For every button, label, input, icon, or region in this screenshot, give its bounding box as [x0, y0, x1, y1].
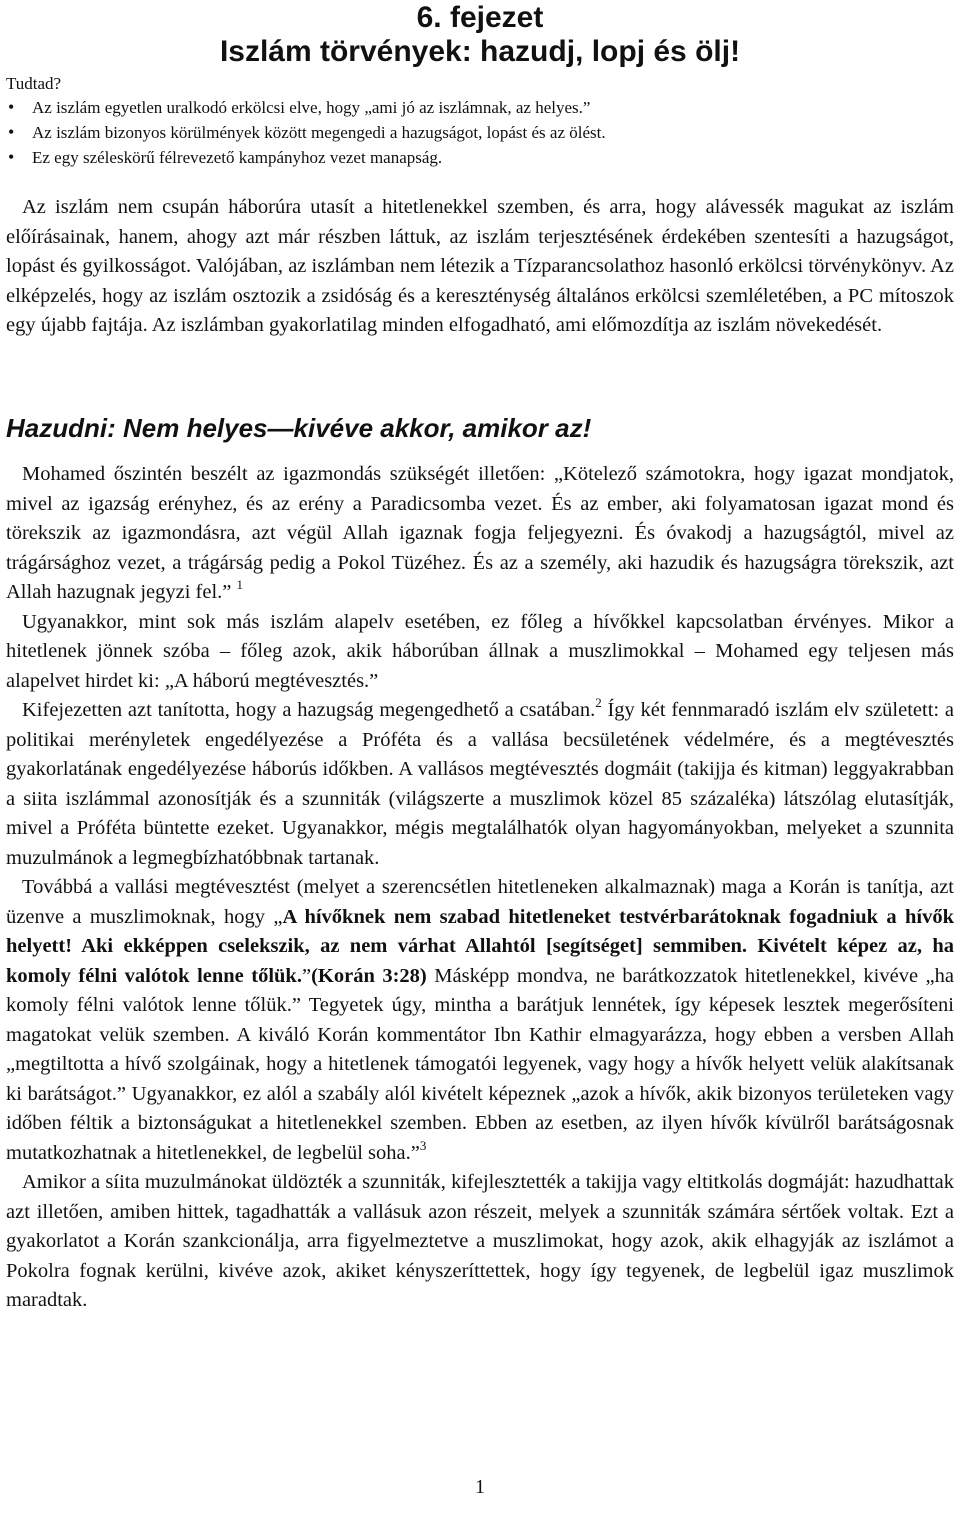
footnote-ref: 1	[236, 577, 244, 592]
quran-reference: (Korán 3:28)	[311, 964, 427, 987]
paragraph-text: Így két fennmaradó iszlám elv született: a politikai merényletek engedélyezése a Próféta és a vallása becsületének védelmére, és a megtévesztés gyakorlatának engedélyezése háborús időkben. A vallásos megtévesztés dogmáit (takijja és kitman) leggyakrabban a siita iszlámmal azonosítják és a szunniták (világszerte a muszlimok közel 85 százaléka) látszólag elutasítják, mivel a Próféta büntette ezeket. Ugyanakkor, mégis megtalálhatók olyan hagyományokban, melyeket a szunnita muzulmánok a legmegbízhatóbbnak tartanak.	[6, 699, 954, 869]
list-item: • Az iszlám egyetlen uralkodó erkölcsi elve, hogy „ami jó az iszlámnak, az helyes.”	[6, 95, 606, 120]
paragraph-text: Továbbá a vallási megtévesztést (melyet a szerencsétlen hitetleneken alkalmaznak) maga a Korán is tanítja, azt üzenve a muszlimoknak, hogy „	[6, 876, 954, 928]
chapter-title	[0, 1, 960, 69]
did-you-know-label: Tudtad?	[6, 74, 62, 93]
footnote-ref: 3	[419, 1137, 427, 1153]
did-you-know-list	[6, 95, 606, 170]
paragraph	[6, 460, 954, 608]
section-heading: Hazudni: Nem helyes—kivéve akkor, amikor az!	[6, 413, 592, 443]
paragraph-text: Másképp mondva, ne barátkozzatok hitetlenekkel, kivéve „ha komoly félni valótok lenne tőlük.” Tegyetek úgy, mintha a barátjuk lennétek, így képesek lesztek megerősíteni magatokat velük szemben. A kiváló Korán kommentátor Ibn Kathir elmagyarázza, hogy ebben a versben Allah „megtiltotta a hívő szolgáinak, hogy a hitetlenek támogatói legyenek, vagy hogy a hívők helyett velük alakítsanak ki barátságot.” Ugyanakkor, ez alól a szabály alól kivételt képeznek „azok a hívők, akik bizonyos területeken vagy időben féltik a biztonságukat a hitetlenekkel szemben. Ebben az esetben, az ilyen hívők kívülről barátságosnak mutatkozhatnak a hitetlenekkel, de legbelül soha.”	[6, 964, 954, 1164]
footnote-ref: 2	[595, 695, 602, 710]
chapter-number: 6. fejezet	[416, 1, 544, 34]
paragraph: Ugyanakkor, mint sok más iszlám alapelv esetében, ez főleg a hívőkkel kapcsolatban érvényes. Mikor a hitetlenek jönnek szóba – főleg azok, akik háborúban állnak a muszlimokkal – Mohamed egy teljesen más alapelvet hirdet ki: „A háború megtévesztés.”	[6, 610, 954, 692]
paragraph	[6, 696, 954, 873]
intro-paragraph	[6, 193, 954, 341]
chapter-heading: Iszlám törvények: hazudj, lopj és ölj!	[219, 35, 741, 68]
list-item: • Az iszlám bizonyos körülmények között megengedi a hazugságot, lopást és az ölést.	[6, 120, 606, 145]
paragraph: Az iszlám nem csupán háborúra utasít a hitetlenekkel szemben, és arra, hogy alávessék magukat az iszlám előírásainak, hanem, ahogy azt már részben láttuk, az iszlám terjesztésének érdekében szentesíti a hazugságot, lopást és gyilkosságot. Valójában, az iszlámban nem létezik a Tízparancsolathoz hasonló erkölcsi törvénykönyv. Az elképzelés, hogy az iszlám osztozik a zsidóság és a kereszténység általános erkölcsi szemléletében, a PC mítoszok egy újabb fajtája. Az iszlámban gyakorlatilag minden elfogadható, ami előmozdítja az iszlám növekedését.	[6, 196, 954, 336]
quote-close: ”	[301, 964, 312, 987]
list-item: • Ez egy széleskörű félrevezető kampányhoz vezet manapság.	[6, 145, 606, 170]
paragraph: Amikor a síita muzulmánokat üldözték a szunniták, kifejlesztették a takijja vagy eltitkolás dogmáját: hazudhattak azt illetően, amiben hittek, tagadhatták a vallásuk azon részeit, melyek a szunniták számára sértőek voltak. Ezt a gyakorlatot a Korán szankcionálja, arra figyelmeztetve a muszlimokat, hogy azok, akik elhagyják az iszlámot a Pokolra fognak kerülni, kivéve azok, akiket kényszeríttettek, hogy így tegyenek, de legbelül igaz muszlimok maradtak.	[6, 1171, 954, 1311]
paragraph	[6, 873, 954, 1168]
quran-quote: A hívőknek nem szabad hitetleneket testvérbarátoknak fogadniuk a hívők helyett! Aki ekképpen cselekszik, az nem várhat Allahtól [segítséget] semmiben. Kivételt képez az, ha komoly félni valótok lenne tőlük.	[6, 905, 954, 987]
page-number: 1	[475, 1476, 485, 1498]
paragraph-text: Kifejezetten azt tanította, hogy a hazugság megengedhető a csatában.	[22, 699, 596, 721]
section-body	[6, 460, 954, 1316]
paragraph-text: Mohamed őszintén beszélt az igazmondás szükségét illetően: „Kötelező számotokra, hogy igazat mondjatok, mivel az igazság erényhez, és az erény a Paradicsomba vezet. És az ember, aki folyamatosan igazat mond és törekszik az igazmondásra, azt végül Allah igaznak fogja feljegyezni. És óvakodj a hazugságtól, mivel az trágársághoz vezet, a trágárság pedig a Pokol Tüzéhez. És az a személy, aki hazudik és hazugságra törekszik, azt Allah hazugnak jegyzi fel.”	[6, 463, 954, 603]
